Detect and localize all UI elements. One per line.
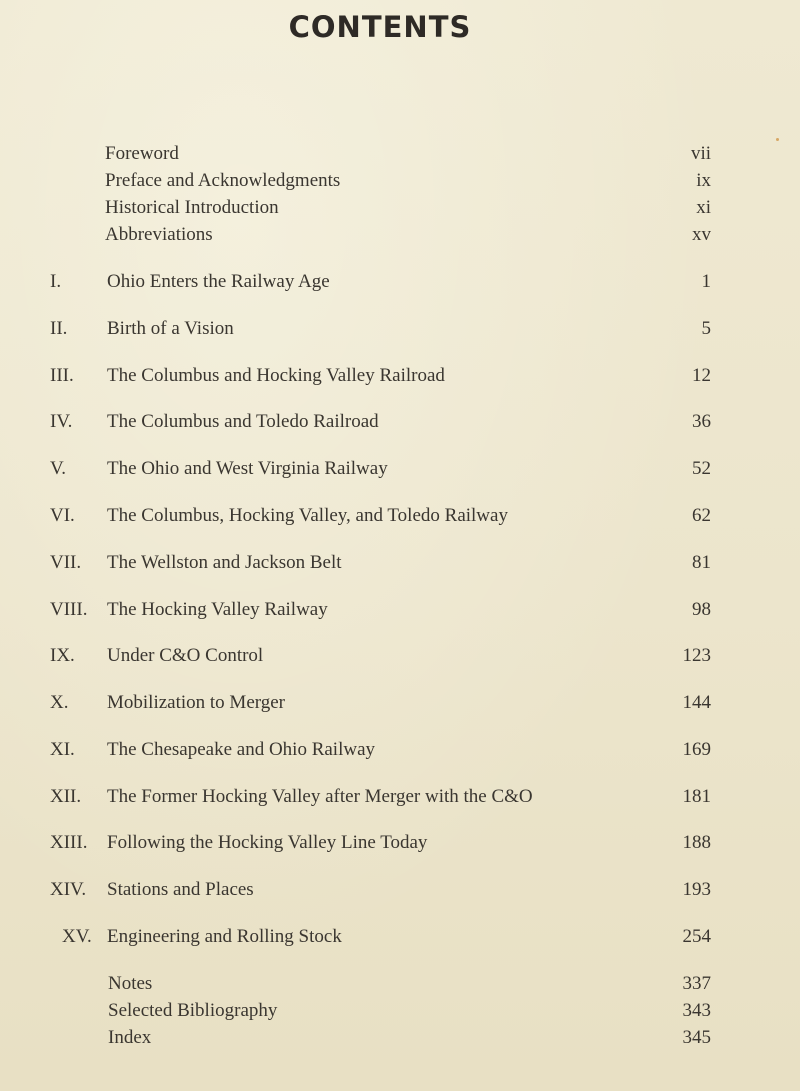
toc-chapter bbox=[0, 643, 800, 669]
chapter-title: The Former Hocking Valley after Merger with the C&O bbox=[107, 786, 533, 807]
toc-entry-bibliography bbox=[0, 998, 800, 1024]
chapter-page: 1 bbox=[701, 271, 711, 292]
chapter-title: The Chesapeake and Ohio Railway bbox=[107, 739, 376, 760]
chapter-page: 193 bbox=[682, 879, 711, 900]
chapter-page: 36 bbox=[692, 411, 711, 432]
chapter-title: The Columbus and Hocking Valley Railroad bbox=[107, 365, 445, 386]
chapter-page: 52 bbox=[692, 458, 711, 479]
toc-entry-historical-introduction bbox=[0, 195, 800, 221]
entry-label: Selected Bibliography bbox=[108, 1000, 278, 1021]
entry-label: Historical Introduction bbox=[105, 197, 279, 218]
chapter-title: Mobilization to Merger bbox=[107, 692, 286, 713]
toc-entry-foreword bbox=[0, 141, 800, 167]
chapter-number: XIV. bbox=[50, 879, 87, 900]
toc-entry-notes bbox=[0, 971, 800, 997]
entry-page: 343 bbox=[682, 1000, 711, 1021]
toc-chapter bbox=[0, 830, 800, 856]
entry-label: Abbreviations bbox=[105, 224, 213, 245]
toc-entry-abbreviations bbox=[0, 222, 800, 248]
entry-page: ix bbox=[696, 170, 711, 191]
chapter-title: Following the Hocking Valley Line Today bbox=[107, 832, 428, 853]
toc-chapter bbox=[0, 503, 800, 529]
chapter-title: The Columbus, Hocking Valley, and Toledo Railway bbox=[107, 505, 508, 526]
toc-chapter bbox=[0, 784, 800, 810]
chapter-title: The Columbus and Toledo Railroad bbox=[107, 411, 379, 432]
chapter-number: XIII. bbox=[50, 832, 88, 853]
chapter-page: 81 bbox=[692, 552, 711, 573]
toc-chapter bbox=[0, 409, 800, 435]
chapter-title: The Hocking Valley Railway bbox=[107, 599, 328, 620]
toc-chapter bbox=[0, 316, 800, 342]
toc-entry-preface bbox=[0, 168, 800, 194]
chapter-title: Birth of a Vision bbox=[107, 318, 234, 339]
chapter-page: 188 bbox=[682, 832, 711, 853]
chapter-number: VIII. bbox=[50, 599, 88, 620]
chapter-title: The Ohio and West Virginia Railway bbox=[107, 458, 388, 479]
page-title: CONTENTS bbox=[288, 10, 472, 44]
chapter-number: X. bbox=[50, 692, 69, 713]
toc-chapter bbox=[0, 363, 800, 389]
chapter-number: XI. bbox=[50, 739, 75, 760]
chapter-page: 144 bbox=[682, 692, 711, 713]
entry-page: 337 bbox=[682, 973, 711, 994]
entry-page: xv bbox=[692, 224, 711, 245]
chapter-title: Ohio Enters the Railway Age bbox=[107, 271, 330, 292]
chapter-number: I. bbox=[50, 271, 62, 292]
toc-chapter bbox=[0, 877, 800, 903]
chapter-number: IX. bbox=[50, 645, 75, 666]
entry-label: Index bbox=[108, 1027, 152, 1048]
entry-page: vii bbox=[690, 143, 711, 164]
toc-chapter bbox=[0, 924, 800, 950]
chapter-page: 98 bbox=[692, 599, 711, 620]
chapter-number: II. bbox=[50, 318, 68, 339]
chapter-page: 5 bbox=[701, 318, 711, 339]
chapter-number: IV. bbox=[50, 411, 73, 432]
toc-chapter bbox=[0, 456, 800, 482]
chapter-number: V. bbox=[50, 458, 67, 479]
entry-label: Preface and Acknowledgments bbox=[105, 170, 341, 191]
chapter-title: The Wellston and Jackson Belt bbox=[107, 552, 342, 573]
entry-page: xi bbox=[696, 197, 711, 218]
chapter-page: 12 bbox=[692, 365, 711, 386]
chapter-page: 62 bbox=[692, 505, 711, 526]
toc-chapter bbox=[0, 269, 800, 295]
toc-entry-index bbox=[0, 1025, 800, 1051]
chapter-page: 169 bbox=[682, 739, 711, 760]
toc-chapter bbox=[0, 597, 800, 623]
chapter-page: 123 bbox=[682, 645, 711, 666]
toc-chapter bbox=[0, 737, 800, 763]
chapter-number: XII. bbox=[50, 786, 82, 807]
chapter-title: Under C&O Control bbox=[107, 645, 264, 666]
toc-chapter bbox=[0, 690, 800, 716]
chapter-page: 254 bbox=[682, 926, 711, 947]
chapter-title: Stations and Places bbox=[107, 879, 254, 900]
entry-label: Foreword bbox=[105, 143, 179, 164]
entry-page: 345 bbox=[682, 1027, 711, 1048]
chapter-page: 181 bbox=[682, 786, 711, 807]
chapter-number: III. bbox=[50, 365, 74, 386]
chapter-title: Engineering and Rolling Stock bbox=[107, 926, 342, 947]
entry-label: Notes bbox=[108, 973, 153, 994]
chapter-number: VII. bbox=[50, 552, 82, 573]
toc-chapter bbox=[0, 550, 800, 576]
chapter-number: VI. bbox=[50, 505, 75, 526]
chapter-number: XV. bbox=[62, 926, 92, 947]
